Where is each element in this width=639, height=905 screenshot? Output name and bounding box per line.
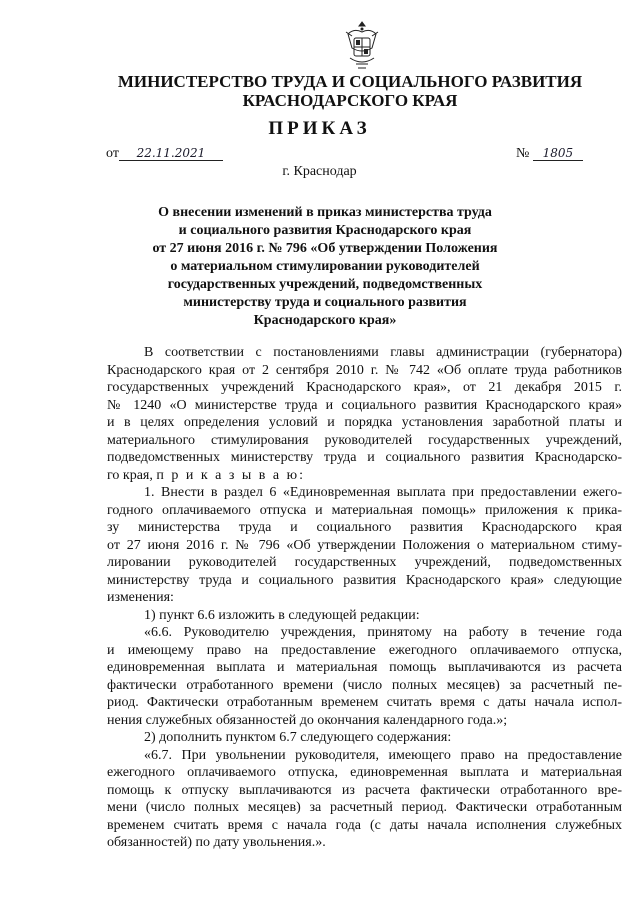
subject-line: и социального развития Краснодарского края <box>178 223 472 238</box>
orders-word: п р и к а з ы в а ю: <box>156 467 305 483</box>
body-line: мени (число полных месяцев) за расчетный период. Фактически отработанным <box>107 800 622 815</box>
body-line: государственных учреждений Краснодарского края», от 21 декабря 2015 г. <box>107 380 622 395</box>
ministry-name <box>60 72 639 110</box>
handwritten-date: 22.11.2021 <box>119 146 223 161</box>
subject-line: от 27 июня 2016 г. № 796 «Об утверждении Положения <box>152 241 498 256</box>
body-line: зу министерства труда и социального развития Краснодарского края <box>107 520 622 535</box>
body-line: изменения: <box>107 590 174 605</box>
body-line: фактически отработанного времени (число полных месяцев) за расчетный пе- <box>107 677 622 693</box>
body-line: «6.6. Руководителю учреждения, принятому на работу в течение года <box>144 625 622 640</box>
subject-line: О внесении изменений в приказ министерства труда <box>158 205 492 220</box>
number-line <box>516 146 583 162</box>
body-line: подведомственных министерству труда и социального развития Краснодарско- <box>107 450 622 465</box>
document-type-title: ПРИКАЗ <box>268 118 371 139</box>
body-line: № 1240 «О министерстве труда и социального развития Краснодарского края» <box>107 397 622 413</box>
date-label: от <box>106 146 119 161</box>
body-line: и имеющему право на предоставление ежегодного оплачиваемого отпуска, <box>107 642 622 658</box>
body-line: 1. Внести в раздел 6 «Единовременная выплата при предоставлении ежего- <box>144 485 622 500</box>
number-label: № <box>516 146 530 161</box>
body-line: министерству труда и социального развития Краснодарского края» следующие <box>107 572 622 588</box>
ministry-line-1: МИНИСТЕРСТВО ТРУДА И СОЦИАЛЬНОГО РАЗВИТИЯ <box>117 72 583 91</box>
document-body <box>107 344 622 852</box>
body-line: временем считать время с начала года (с даты начала исполнения служебных <box>107 817 622 833</box>
body-line: Краснодарского края от 2 сентября 2010 г. № 742 «Об оплате труда работников <box>107 362 622 378</box>
subject-heading <box>100 204 550 330</box>
subject-line: о материальном стимулировании руководителей <box>170 259 480 274</box>
subject-line: государственных учреждений, подведомственных <box>167 277 483 292</box>
body-line: ежегодного оплачиваемого отпуска, единовременная выплата и материальная <box>107 765 622 780</box>
body-line-text: го края, <box>107 467 153 483</box>
body-line: помощь к отпуску выплачиваются из расчета фактически отработанного вре- <box>107 782 622 798</box>
handwritten-number: 1805 <box>533 146 583 161</box>
body-line: нения служебных обязанностей до окончания календарного года.»; <box>107 712 508 728</box>
date-line <box>106 146 223 162</box>
subject-line: Краснодарского края» <box>253 313 397 328</box>
body-line: 2) дополнить пунктом 6.7 следующего содержания: <box>144 730 452 745</box>
subject-line: министерству труда и социального развития <box>183 295 467 310</box>
body-line: лировании руководителей государственных учреждений, подведомственных <box>107 555 622 570</box>
body-line: от 27 июня 2016 г. № 796 «Об утверждении Положения о материальном стиму- <box>107 537 622 553</box>
body-line: В соответствии с постановлениями главы администрации (губернатора) <box>144 345 622 360</box>
body-line: единовременная выплата и материальная помощь выплачиваются из расчета <box>107 660 622 675</box>
city-line: г. Краснодар <box>282 164 357 179</box>
body-line: и в целях определения условий и порядка установления заработной платы и <box>107 415 622 430</box>
ministry-line-2: КРАСНОДАРСКОГО КРАЯ <box>242 91 458 110</box>
body-line <box>107 467 622 485</box>
body-line: обязанностей) по дату увольнения.». <box>107 835 326 850</box>
body-line: «6.7. При увольнении руководителя, имеющего право на предоставление <box>144 747 622 763</box>
coat-of-arms-icon <box>342 20 382 72</box>
body-line: материального стимулирования руководителей государственных учреждений, <box>107 432 622 448</box>
body-line: 1) пункт 6.6 изложить в следующей редакции: <box>144 607 420 623</box>
body-line: риод. Фактически отработанным временем считать время с даты начала испол- <box>107 695 622 710</box>
body-line: годного оплачиваемого отпуска и материальная помощь» приложения к прика- <box>107 502 622 518</box>
